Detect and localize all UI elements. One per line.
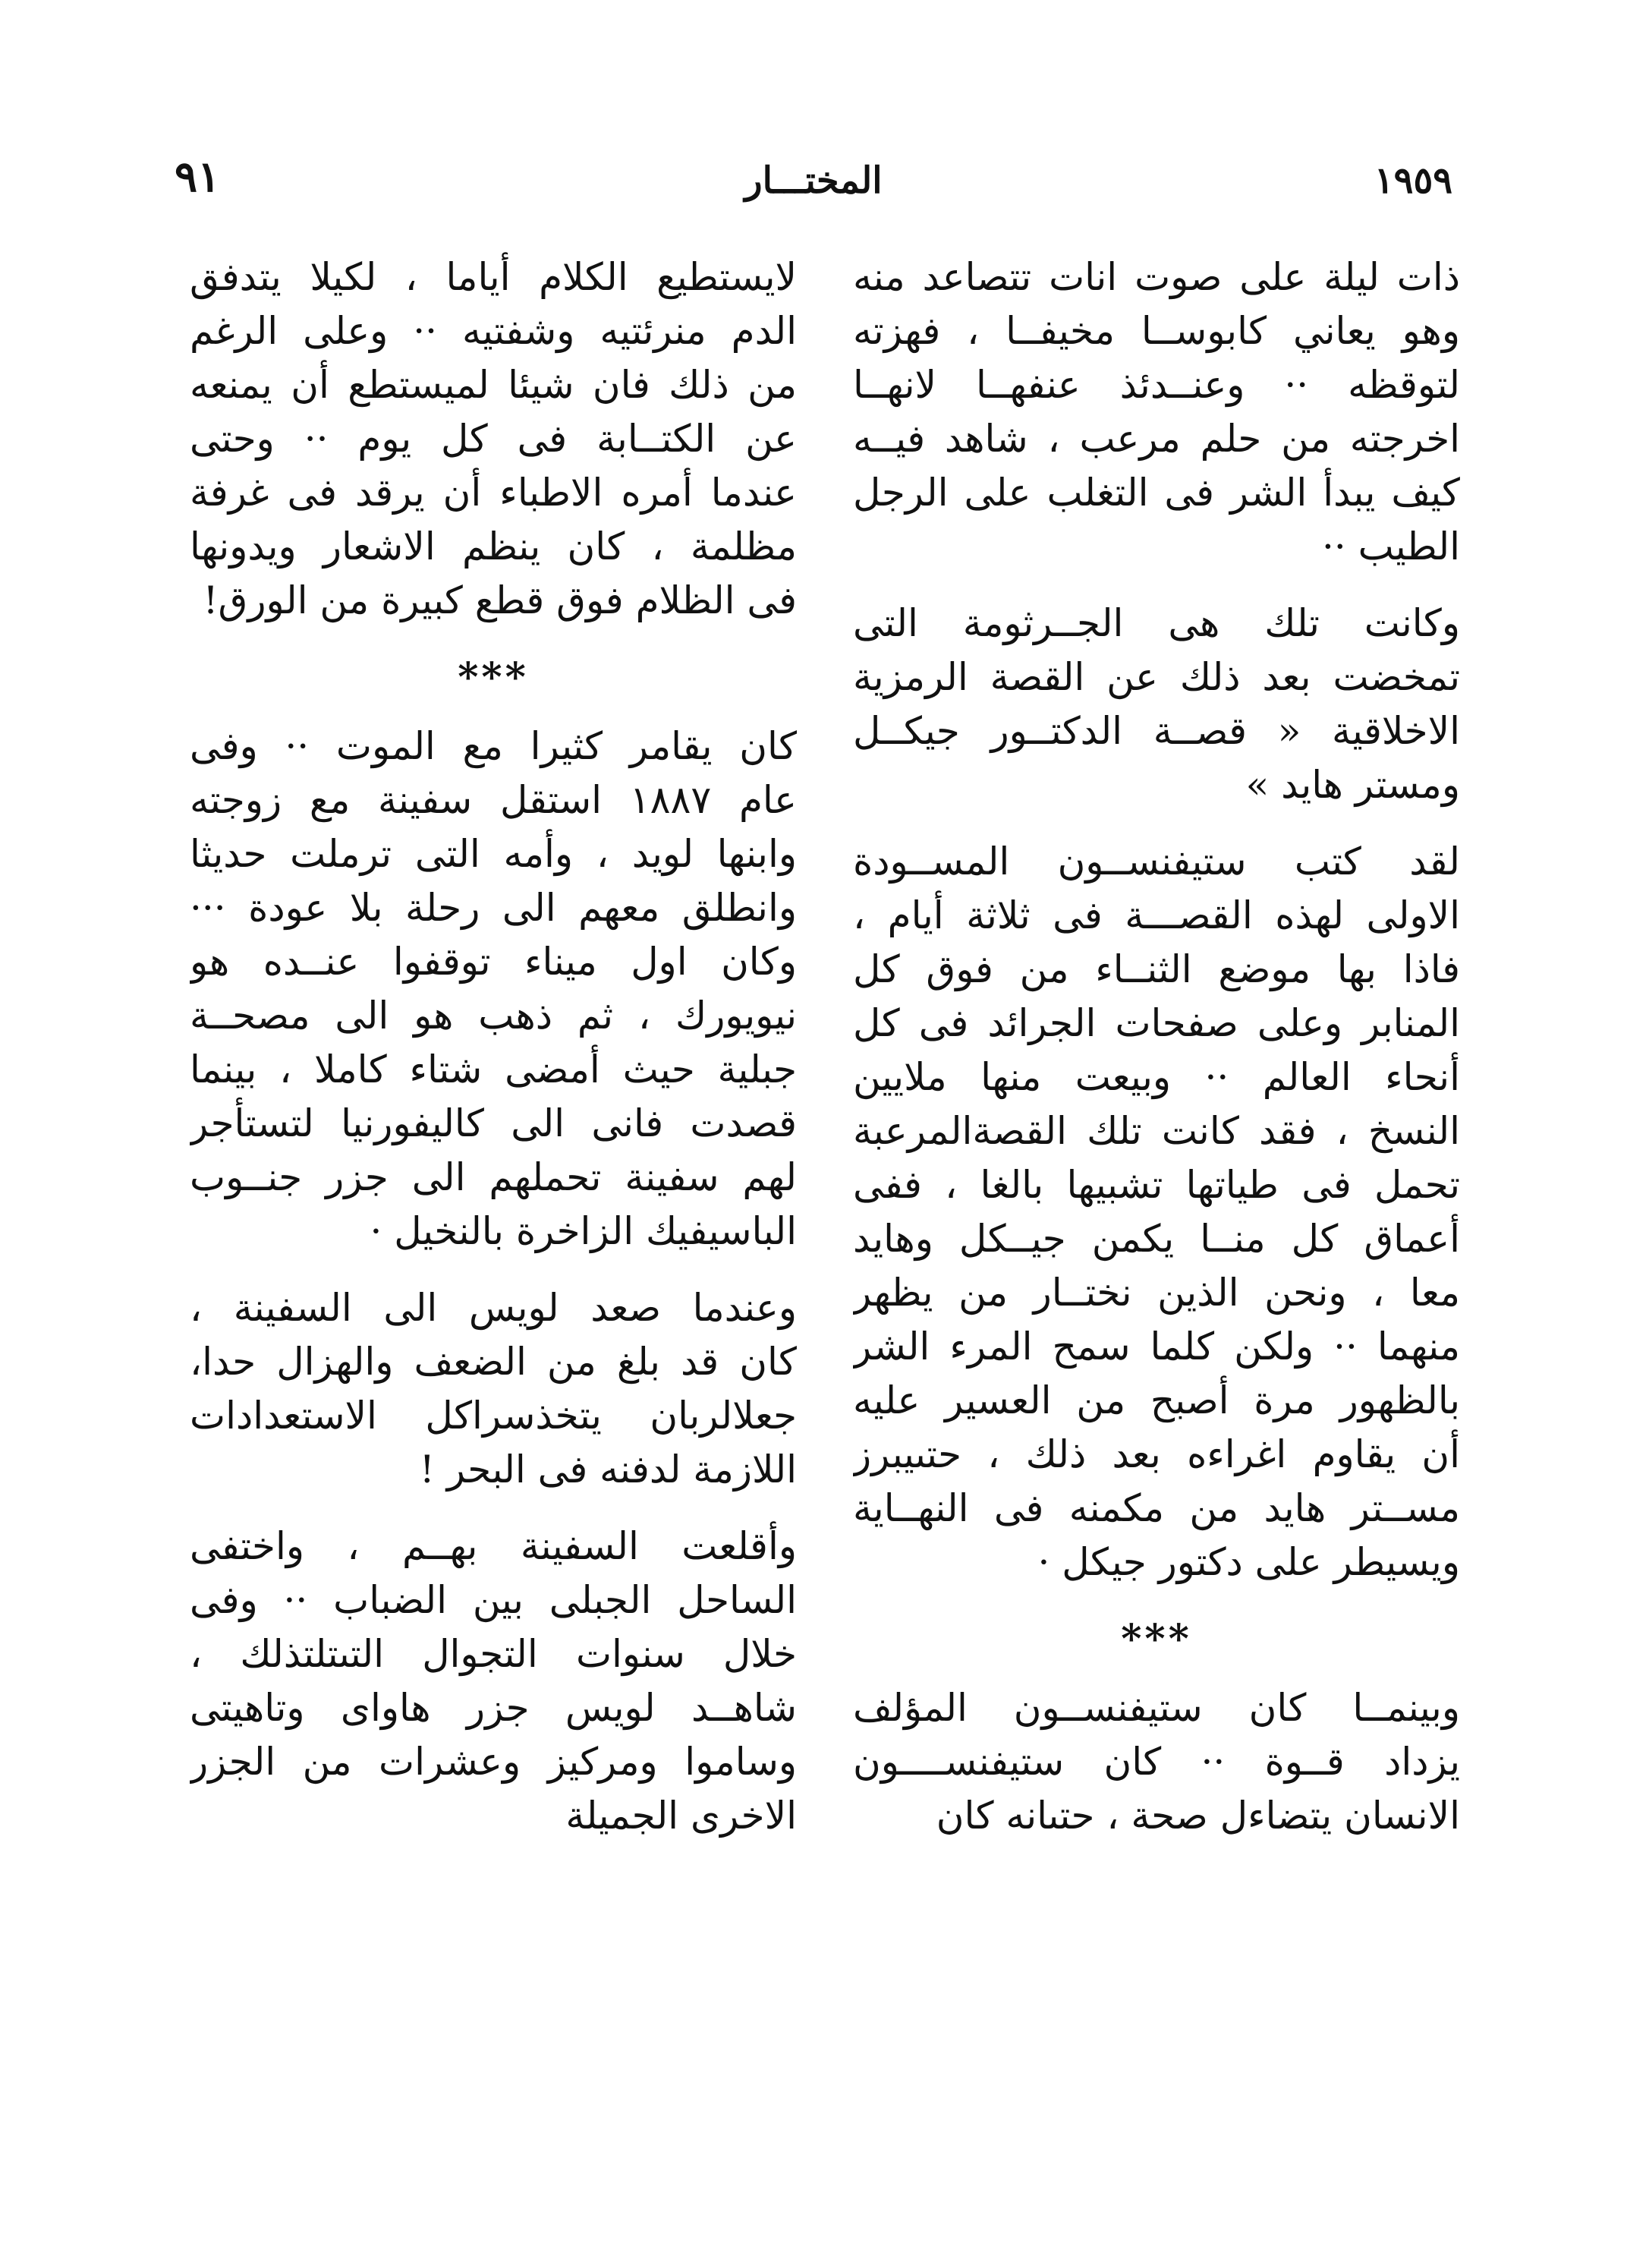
text-line: وكان اول ميناء توقفوا عنــده هو	[190, 940, 797, 984]
text-line: وبينمــا كان ستيفنســون المؤلف	[853, 1686, 1460, 1730]
text-line: مظلمة ، كان ينظم الاشعار ويدونها	[190, 524, 797, 569]
text-line: شاهــد لويس جزر هاواى وتاهيتى	[190, 1686, 797, 1730]
text-line: فاذا بها موضع الثنــاء من فوق كل	[853, 947, 1460, 991]
section-separator: ***	[1121, 1616, 1192, 1662]
magazine-title: المختـــار	[744, 159, 883, 202]
text-line: وساموا ومركيز وعشرات من الجزر	[190, 1740, 797, 1784]
text-line: لهم سفينة تحملهم الى جزر جنــوب	[190, 1155, 797, 1199]
page-number: ٩١	[175, 152, 221, 202]
paragraph	[190, 250, 797, 628]
text-line: وعندما صعد لويس الى السفينة ،	[190, 1286, 797, 1330]
paragraph	[190, 720, 797, 1258]
paragraph	[190, 1281, 797, 1497]
text-line: كيف يبدأ الشر فى التغلب على الرجل	[853, 471, 1460, 515]
text-line: كان يقامر كثيرا مع الموت ·· وفى	[190, 724, 797, 768]
text-line: عندما أمره الاطباء أن يرقد فى غرفة	[190, 471, 797, 515]
text-line: يزداد قــوة ·· كان ستيفنســــون	[853, 1740, 1460, 1784]
text-line: أعماق كل منــا يكمن جيــكل وهايد	[853, 1217, 1460, 1261]
text-line: الطيب ··	[1321, 524, 1460, 569]
paragraph	[853, 835, 1460, 1589]
left-column	[190, 250, 797, 1866]
text-line: الاخرى الجميلة	[565, 1794, 797, 1838]
header-year: ١٩٥٩	[1374, 159, 1452, 202]
text-line: من ذلك فان شيئا لميستطع أن يمنعه	[190, 363, 797, 407]
text-line: تمخضت بعد ذلك عن القصة الرمزية	[853, 655, 1460, 699]
text-line: أنحاء العالم ·· وبيعت منها ملايين	[853, 1055, 1460, 1099]
text-line: معا ، ونحن الذين نختــار من يظهر	[853, 1271, 1460, 1315]
text-line: لايستطيع الكلام أياما ، لكيلا يتدفق	[190, 255, 797, 299]
text-line: منهما ·· ولكن كلما سمح المرء الشر	[853, 1325, 1460, 1369]
text-line: خلال سنوات التجوال التىتلتذلك ،	[190, 1632, 797, 1676]
text-line: وهو يعاني كابوســا مخيفــا ، فهزته	[853, 309, 1460, 353]
text-line: وكانت تلك هى الجــرثومة التى	[853, 601, 1460, 645]
text-line: الساحل الجبلى بين الضباب ·· وفى	[190, 1578, 797, 1622]
text-line: تحمل فى طياتها تشبيها بالغا ، ففى	[853, 1163, 1460, 1207]
text-line: جبلية حيث أمضى شتاء كاملا ، بينما	[190, 1047, 797, 1091]
text-line: الدم منرئتيه وشفتيه ·· وعلى الرغم	[190, 309, 797, 353]
text-line: وأقلعت السفينة بهــم ، واختفى	[190, 1524, 797, 1568]
paragraph	[853, 1681, 1460, 1843]
text-line: الباسيفيك الزاخرة بالنخيل ·	[370, 1209, 797, 1253]
text-line: عام ١٨٨٧ استقل سفينة مع زوجته	[190, 778, 797, 822]
text-line: فى الظلام فوق قطع كبيرة من الورق!	[203, 578, 797, 622]
text-line: المنابر وعلى صفحات الجرائد فى كل	[853, 1001, 1460, 1045]
page-header	[152, 152, 1475, 213]
text-line: وابنها لويد ، وأمه التى ترملت حديثا	[190, 832, 797, 876]
text-line: الاخلاقية « قصــة الدكتــور جيكــل	[853, 709, 1460, 753]
paragraph	[853, 250, 1460, 574]
text-line: جعلالربان يتخذسراكل الاستعدادات	[190, 1394, 797, 1438]
text-line: ويسيطر على دكتور جيكل ·	[1037, 1540, 1460, 1584]
text-line: ذات ليلة على صوت انات تتصاعد منه	[853, 255, 1460, 299]
section-separator: ***	[458, 654, 529, 701]
text-line: اللازمة لدفنه فى البحر !	[419, 1447, 797, 1492]
text-line: مســتر هايد من مكمنه فى النهــاية	[853, 1486, 1460, 1530]
text-line: الاولى لهذه القصـــة فى ثلاثة أيام ،	[853, 893, 1460, 937]
right-column	[853, 250, 1460, 1866]
text-line: نيويورك ، ثم ذهب هو الى مصحــة	[190, 994, 797, 1038]
text-line: كان قد بلغ من الضعف والهزال حدا،	[190, 1340, 797, 1384]
paragraph	[853, 597, 1460, 812]
text-line: ومستر هايد »	[1245, 763, 1460, 807]
text-line: وانطلق معهم الى رحلة بلا عودة ···	[190, 886, 797, 930]
text-line: أن يقاوم اغراءه بعد ذلك ، حتىيبرز	[853, 1432, 1460, 1476]
text-line: النسخ ، فقد كانت تلك القصةالمرعبة	[853, 1109, 1460, 1153]
text-line: قصدت فانى الى كاليفورنيا لتستأجر	[190, 1101, 797, 1145]
text-line: عن الكتــابة فى كل يوم ·· وحتى	[190, 417, 797, 461]
text-line: اخرجته من حلم مرعب ، شاهد فيــه	[853, 417, 1460, 461]
text-line: الانسان يتضاءل صحة ، حتىانه كان	[936, 1794, 1460, 1838]
text-line: لتوقظه ·· وعنــدئذ عنفهــا لانهــا	[853, 363, 1460, 407]
paragraph	[190, 1520, 797, 1843]
text-line: لقد كتب ستيفنســون المســودة	[853, 839, 1460, 884]
text-line: بالظهور مرة أصبح من العسير عليه	[853, 1378, 1460, 1422]
